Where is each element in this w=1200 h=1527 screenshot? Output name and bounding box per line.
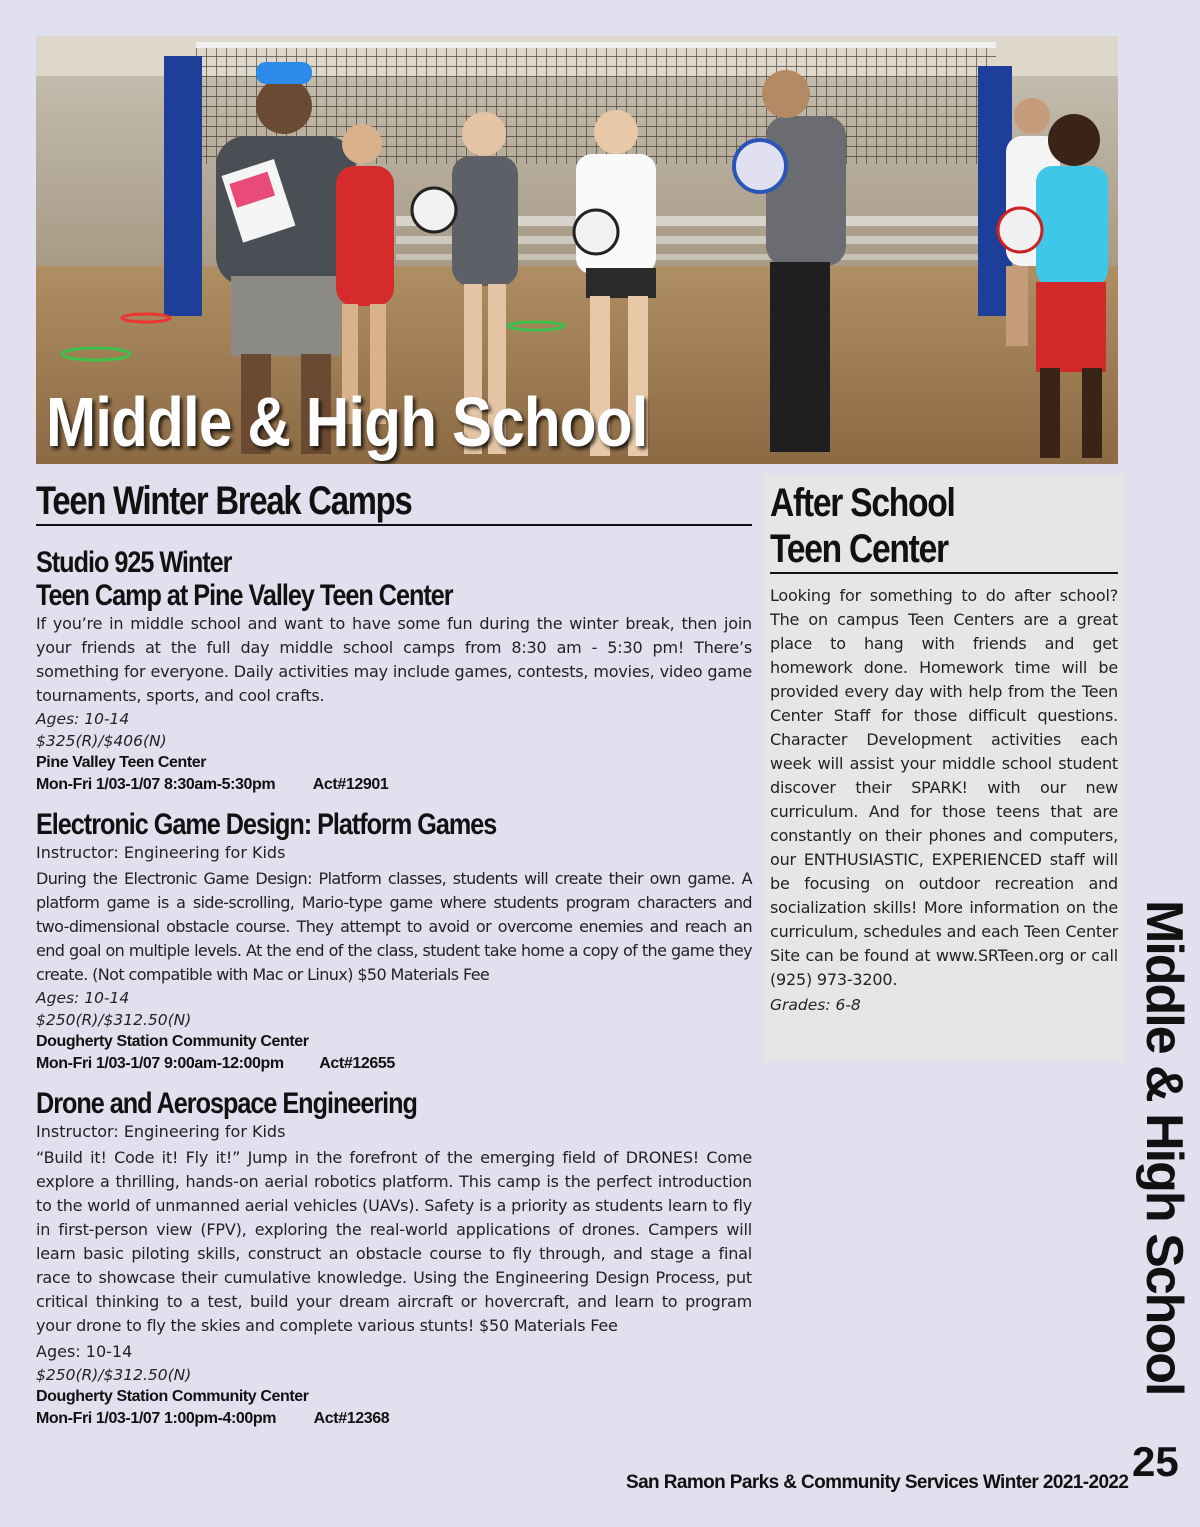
- program-location: Dougherty Station Community Center: [36, 1388, 309, 1405]
- program-ages: Ages: 10-14: [36, 710, 130, 728]
- program-description: “Build it! Code it! Fly it!” Jump in the forefront of the emerging field of DRONES! Come explore a thrilling, hands-on aerial robotics platform. This camp is the perfect introduction to the world of unmanned aerial vehicles (UAVs). Safety is a priority as students learn to fly in first-person view (FPV), exploring the real-world applications of drones. Campers will learn basic piloting skills, construct an obstacle course to fly through, and stage a final race to showcase their cumulative knowledge. Using the Engineering Design Process, put critical thinking to a test, build your dream aircraft or hovercraft, and learn to program your drone to fly the skies and complete various stunts! $50 Materials Fee: [36, 1148, 752, 1335]
- program-title-line1: Studio 925 Winter: [36, 546, 232, 579]
- program-ages: Ages: 10-14: [36, 1342, 133, 1361]
- program-price: $325(R)/$406(N): [36, 732, 167, 750]
- program-price: $250(R)/$312.50(N): [36, 1366, 192, 1384]
- program-ages: Ages: 10-14: [36, 989, 130, 1007]
- side-label-text: Middle & High School: [1135, 900, 1193, 1395]
- program-activity-number: Act#12901: [312, 776, 389, 793]
- program-instructor: Instructor: Engineering for Kids: [36, 843, 286, 862]
- left-column: [36, 478, 752, 1430]
- program-instructor: Instructor: Engineering for Kids: [36, 1122, 286, 1141]
- after-school-teen-center-box: [764, 474, 1124, 1062]
- program-activity-number: Act#12655: [319, 1055, 395, 1072]
- program-drone-aerospace: [36, 1087, 752, 1430]
- program-location: Pine Valley Teen Center: [36, 754, 207, 771]
- program-activity-number: Act#12368: [313, 1410, 390, 1427]
- hero-photo: [36, 36, 1118, 464]
- hero-title: Middle & High School: [46, 383, 648, 461]
- footer-publication: San Ramon Parks & Community Services Winter 2021-2022: [626, 1472, 1129, 1493]
- program-title-line2: Teen Camp at Pine Valley Teen Center: [36, 579, 453, 612]
- section-heading-rule: [36, 478, 752, 526]
- program-title: Electronic Game Design: Platform Games: [36, 808, 497, 841]
- right-heading-rule: [770, 480, 1118, 574]
- program-schedule: Mon-Fri 1/03-1/07 9:00am-12:00pm: [36, 1055, 284, 1072]
- right-grades: Grades: 6-8: [770, 996, 861, 1014]
- program-electronic-game-design: [36, 808, 752, 1075]
- program-schedule-row: [36, 1053, 752, 1075]
- right-title-line2: Teen Center: [770, 527, 948, 571]
- program-price: $250(R)/$312.50(N): [36, 1011, 192, 1029]
- program-schedule: Mon-Fri 1/03-1/07 1:00pm-4:00pm: [36, 1410, 277, 1427]
- page-number: 25: [1132, 1438, 1179, 1485]
- right-description: Looking for something to do after school? The on campus Teen Centers are a great place to hang with friends and get homework done. Homework time will be provided every day with help from the Teen Center Staff for those difficult questions. Character Development activities each week will assist your middle school student discover their SPARK! with our new curriculum. And for those teens that are constantly on their phones and computers, our ENTHUSIASTIC, EXPERIENCED staff will be focusing on outdoor recreation and socialization skills! More information on the curriculum, schedules and each Teen Center Site can be found at www.SRTeen.org or call (925) 973-3200.: [770, 586, 1118, 989]
- program-description: If you’re in middle school and want to have some fun during the winter break, then join your friends at the full day middle school camps from 8:30 am - 5:30 pm! There’s something for everyone. Daily activities may include games, contests, movies, video game tournaments, sports, and cool crafts.: [36, 614, 752, 705]
- program-studio-925: [36, 546, 752, 796]
- right-title-line1: After School: [770, 481, 955, 525]
- program-schedule-row: [36, 774, 752, 796]
- program-schedule-row: [36, 1408, 752, 1430]
- program-title: Drone and Aerospace Engineering: [36, 1087, 417, 1120]
- side-section-label: [1124, 900, 1194, 1395]
- section-title-teen-winter-break-camps: Teen Winter Break Camps: [36, 479, 412, 523]
- program-description: During the Electronic Game Design: Platform classes, students will create their own game. A platform game is a side-scrolling, Mario-type game where students program characters and two-dimensional obstacle course. They attempt to avoid or overcome enemies and reach an end goal on multiple levels. At the end of the class, student take home a copy of the game they create. (Not compatible with Mac or Linux) $50 Materials Fee: [36, 869, 752, 984]
- program-schedule: Mon-Fri 1/03-1/07 8:30am-5:30pm: [36, 776, 276, 793]
- program-location: Dougherty Station Community Center: [36, 1033, 309, 1050]
